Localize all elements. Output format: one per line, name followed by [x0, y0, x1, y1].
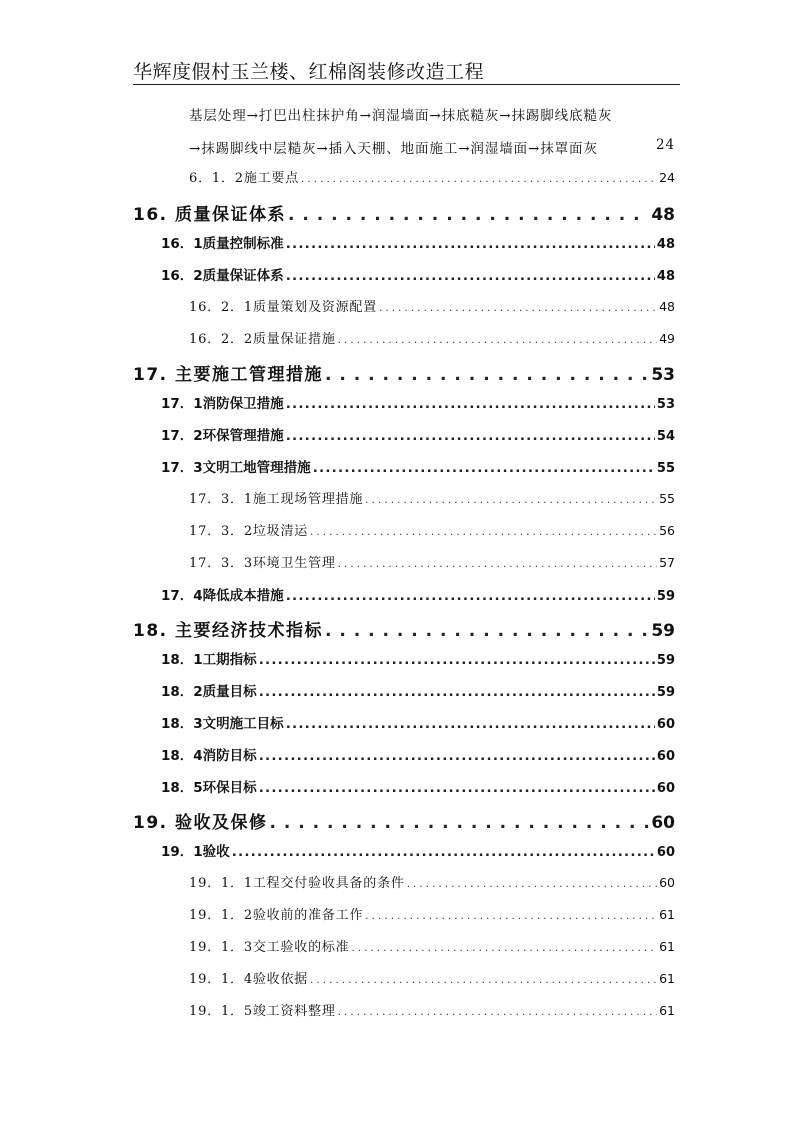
toc-entry-level-2[interactable] — [161, 232, 675, 252]
toc-dot-leader — [351, 940, 657, 955]
toc-entry-page-number: 49 — [659, 331, 675, 346]
toc-dot-leader — [286, 588, 655, 604]
toc-dot-leader — [259, 748, 655, 764]
toc-entry-page-number: 60 — [656, 717, 675, 732]
toc-entry-level-2[interactable] — [161, 744, 675, 764]
toc-dot-leader — [365, 908, 657, 923]
toc-entry-label: 19．1．4验收依据 — [189, 972, 309, 987]
toc-entry-label: 17．2环保管理措施 — [161, 428, 284, 444]
toc-dot-leader — [325, 365, 649, 385]
toc-intro-page-number: 24 — [656, 137, 675, 153]
toc-entry-page-number: 59 — [651, 621, 675, 641]
toc-entry-page-number: 59 — [656, 589, 675, 604]
toc-entry-label: 16．2．2质量保证措施 — [189, 332, 336, 347]
toc-dot-leader — [286, 396, 655, 412]
toc-dot-leader — [325, 621, 649, 641]
toc-entry-level-2[interactable] — [161, 584, 675, 604]
toc-entry-page-number: 61 — [659, 971, 675, 986]
toc-dot-leader — [232, 844, 655, 860]
toc-entry-label: 16．2．1质量策划及资源配置 — [189, 300, 378, 315]
toc-intro-text-1: 基层处理→打巴出柱抹护角→润湿墙面→抹底糙灰→抹踢脚线底糙灰 — [189, 108, 613, 124]
toc-dot-leader — [407, 876, 657, 891]
toc-entry-level-3[interactable] — [189, 1000, 675, 1019]
toc-entry-level-3[interactable] — [189, 552, 675, 571]
toc-entry-label: 18．5环保目标 — [161, 780, 257, 796]
toc-entry-page-number: 55 — [659, 491, 675, 506]
toc-entry-page-number: 48 — [659, 299, 675, 314]
toc-entry-level-1[interactable] — [133, 616, 675, 641]
toc-entry-label: 16．2质量保证体系 — [161, 268, 284, 284]
toc-entry-page-number: 60 — [659, 875, 675, 890]
toc-dot-leader — [313, 460, 655, 476]
toc-dot-leader — [288, 205, 649, 225]
toc-entry-label: 16．1质量控制标准 — [161, 236, 284, 252]
toc-dot-leader — [286, 428, 655, 444]
toc-dot-leader — [338, 1004, 657, 1019]
toc-entry-page-number: 59 — [656, 653, 675, 668]
toc-intro-text-2: →抹踢脚线中层糙灰→插入天棚、地面施工→润湿墙面→抹罩面灰 — [189, 141, 598, 157]
toc-dot-leader — [379, 300, 657, 315]
toc-intro-line-2 — [189, 137, 675, 157]
toc-entry-page-number: 48 — [656, 269, 675, 284]
toc-dot-leader — [365, 492, 657, 507]
toc-entry-level-2[interactable] — [161, 392, 675, 412]
toc-dot-leader — [310, 972, 657, 987]
toc-entry-level-3[interactable] — [189, 488, 675, 507]
toc-entry-level-3[interactable] — [189, 167, 675, 186]
toc-entry-page-number: 59 — [656, 685, 675, 700]
toc-dot-leader — [259, 652, 655, 668]
toc-dot-leader — [286, 236, 655, 252]
toc-dot-leader — [259, 684, 655, 700]
toc-entry-label: 17．3．2垃圾清运 — [189, 524, 309, 539]
toc-entry-label: 19. 验收及保修 — [133, 813, 268, 833]
toc-entry-page-number: 53 — [656, 397, 675, 412]
toc-entry-page-number: 60 — [656, 781, 675, 796]
toc-entry-label: 6．1．2施工要点 — [189, 171, 300, 186]
toc-entry-label: 18．4消防目标 — [161, 748, 257, 764]
toc-intro-line-1 — [189, 104, 675, 124]
toc-entry-page-number: 48 — [656, 237, 675, 252]
toc-entry-page-number: 24 — [659, 170, 675, 185]
toc-entry-label: 17．4降低成本措施 — [161, 588, 284, 604]
toc-entry-level-2[interactable] — [161, 712, 675, 732]
toc-dot-leader — [286, 716, 655, 732]
toc-entry-level-1[interactable] — [133, 808, 675, 833]
toc-entry-page-number: 57 — [659, 555, 675, 570]
toc-entry-label: 17．3．1施工现场管理措施 — [189, 492, 364, 507]
toc-entry-level-3[interactable] — [189, 904, 675, 923]
toc-entry-page-number: 53 — [651, 365, 675, 385]
toc-entry-level-3[interactable] — [189, 872, 675, 891]
toc-entry-page-number: 61 — [659, 907, 675, 922]
toc-entry-label: 17．1消防保卫措施 — [161, 396, 284, 412]
toc-entry-level-3[interactable] — [189, 296, 675, 315]
toc-dot-leader — [270, 813, 650, 833]
toc-dot-leader — [310, 524, 657, 539]
toc-dot-leader — [286, 268, 655, 284]
toc-entry-label: 17．3．3环境卫生管理 — [189, 556, 336, 571]
toc-entry-label: 16. 质量保证体系 — [133, 205, 287, 225]
document-title: 华辉度假村玉兰楼、红棉阁装修改造工程 — [133, 61, 485, 83]
toc-dot-leader — [259, 780, 655, 796]
toc-entry-level-3[interactable] — [189, 328, 675, 347]
toc-entry-label: 19．1．3交工验收的标准 — [189, 940, 350, 955]
toc-entry-level-2[interactable] — [161, 456, 675, 476]
toc-entry-label: 19．1验收 — [161, 844, 230, 860]
toc-entry-label: 18．1工期指标 — [161, 652, 257, 668]
toc-entry-page-number: 54 — [656, 429, 675, 444]
toc-entry-level-2[interactable] — [161, 264, 675, 284]
toc-entry-level-3[interactable] — [189, 520, 675, 539]
toc-entry-label: 19．1．5竣工资料整理 — [189, 1004, 336, 1019]
toc-entry-page-number: 55 — [656, 461, 675, 476]
toc-entry-label: 17．3文明工地管理措施 — [161, 460, 311, 476]
toc-entry-level-3[interactable] — [189, 968, 675, 987]
toc-entry-level-2[interactable] — [161, 680, 675, 700]
toc-entry-level-2[interactable] — [161, 840, 675, 860]
toc-dot-leader — [338, 556, 657, 571]
toc-entry-label: 19．1．2验收前的准备工作 — [189, 908, 364, 923]
toc-entry-label: 19．1．1工程交付验收具备的条件 — [189, 876, 405, 891]
toc-entry-level-2[interactable] — [161, 424, 675, 444]
toc-entry-page-number: 56 — [659, 523, 675, 538]
toc-entry-level-1[interactable] — [133, 360, 675, 385]
toc-entry-label: 17. 主要施工管理措施 — [133, 365, 324, 385]
toc-entry-page-number: 60 — [656, 749, 675, 764]
toc-entry-page-number: 48 — [651, 205, 675, 225]
toc-entry-label: 18. 主要经济技术指标 — [133, 621, 324, 641]
toc-entry-level-2[interactable] — [161, 776, 675, 796]
toc-entry-label: 18．2质量目标 — [161, 684, 257, 700]
toc-entry-page-number: 60 — [651, 813, 675, 833]
toc-entry-page-number: 61 — [659, 1003, 675, 1018]
toc-entry-level-1[interactable] — [133, 200, 675, 225]
toc-entry-level-2[interactable] — [161, 648, 675, 668]
toc-entry-level-3[interactable] — [189, 936, 675, 955]
toc-entry-page-number: 60 — [656, 845, 675, 860]
toc-entry-page-number: 61 — [659, 939, 675, 954]
toc-entry-label: 18．3文明施工目标 — [161, 716, 284, 732]
toc-dot-leader — [338, 332, 657, 347]
toc-dot-leader — [301, 171, 657, 186]
